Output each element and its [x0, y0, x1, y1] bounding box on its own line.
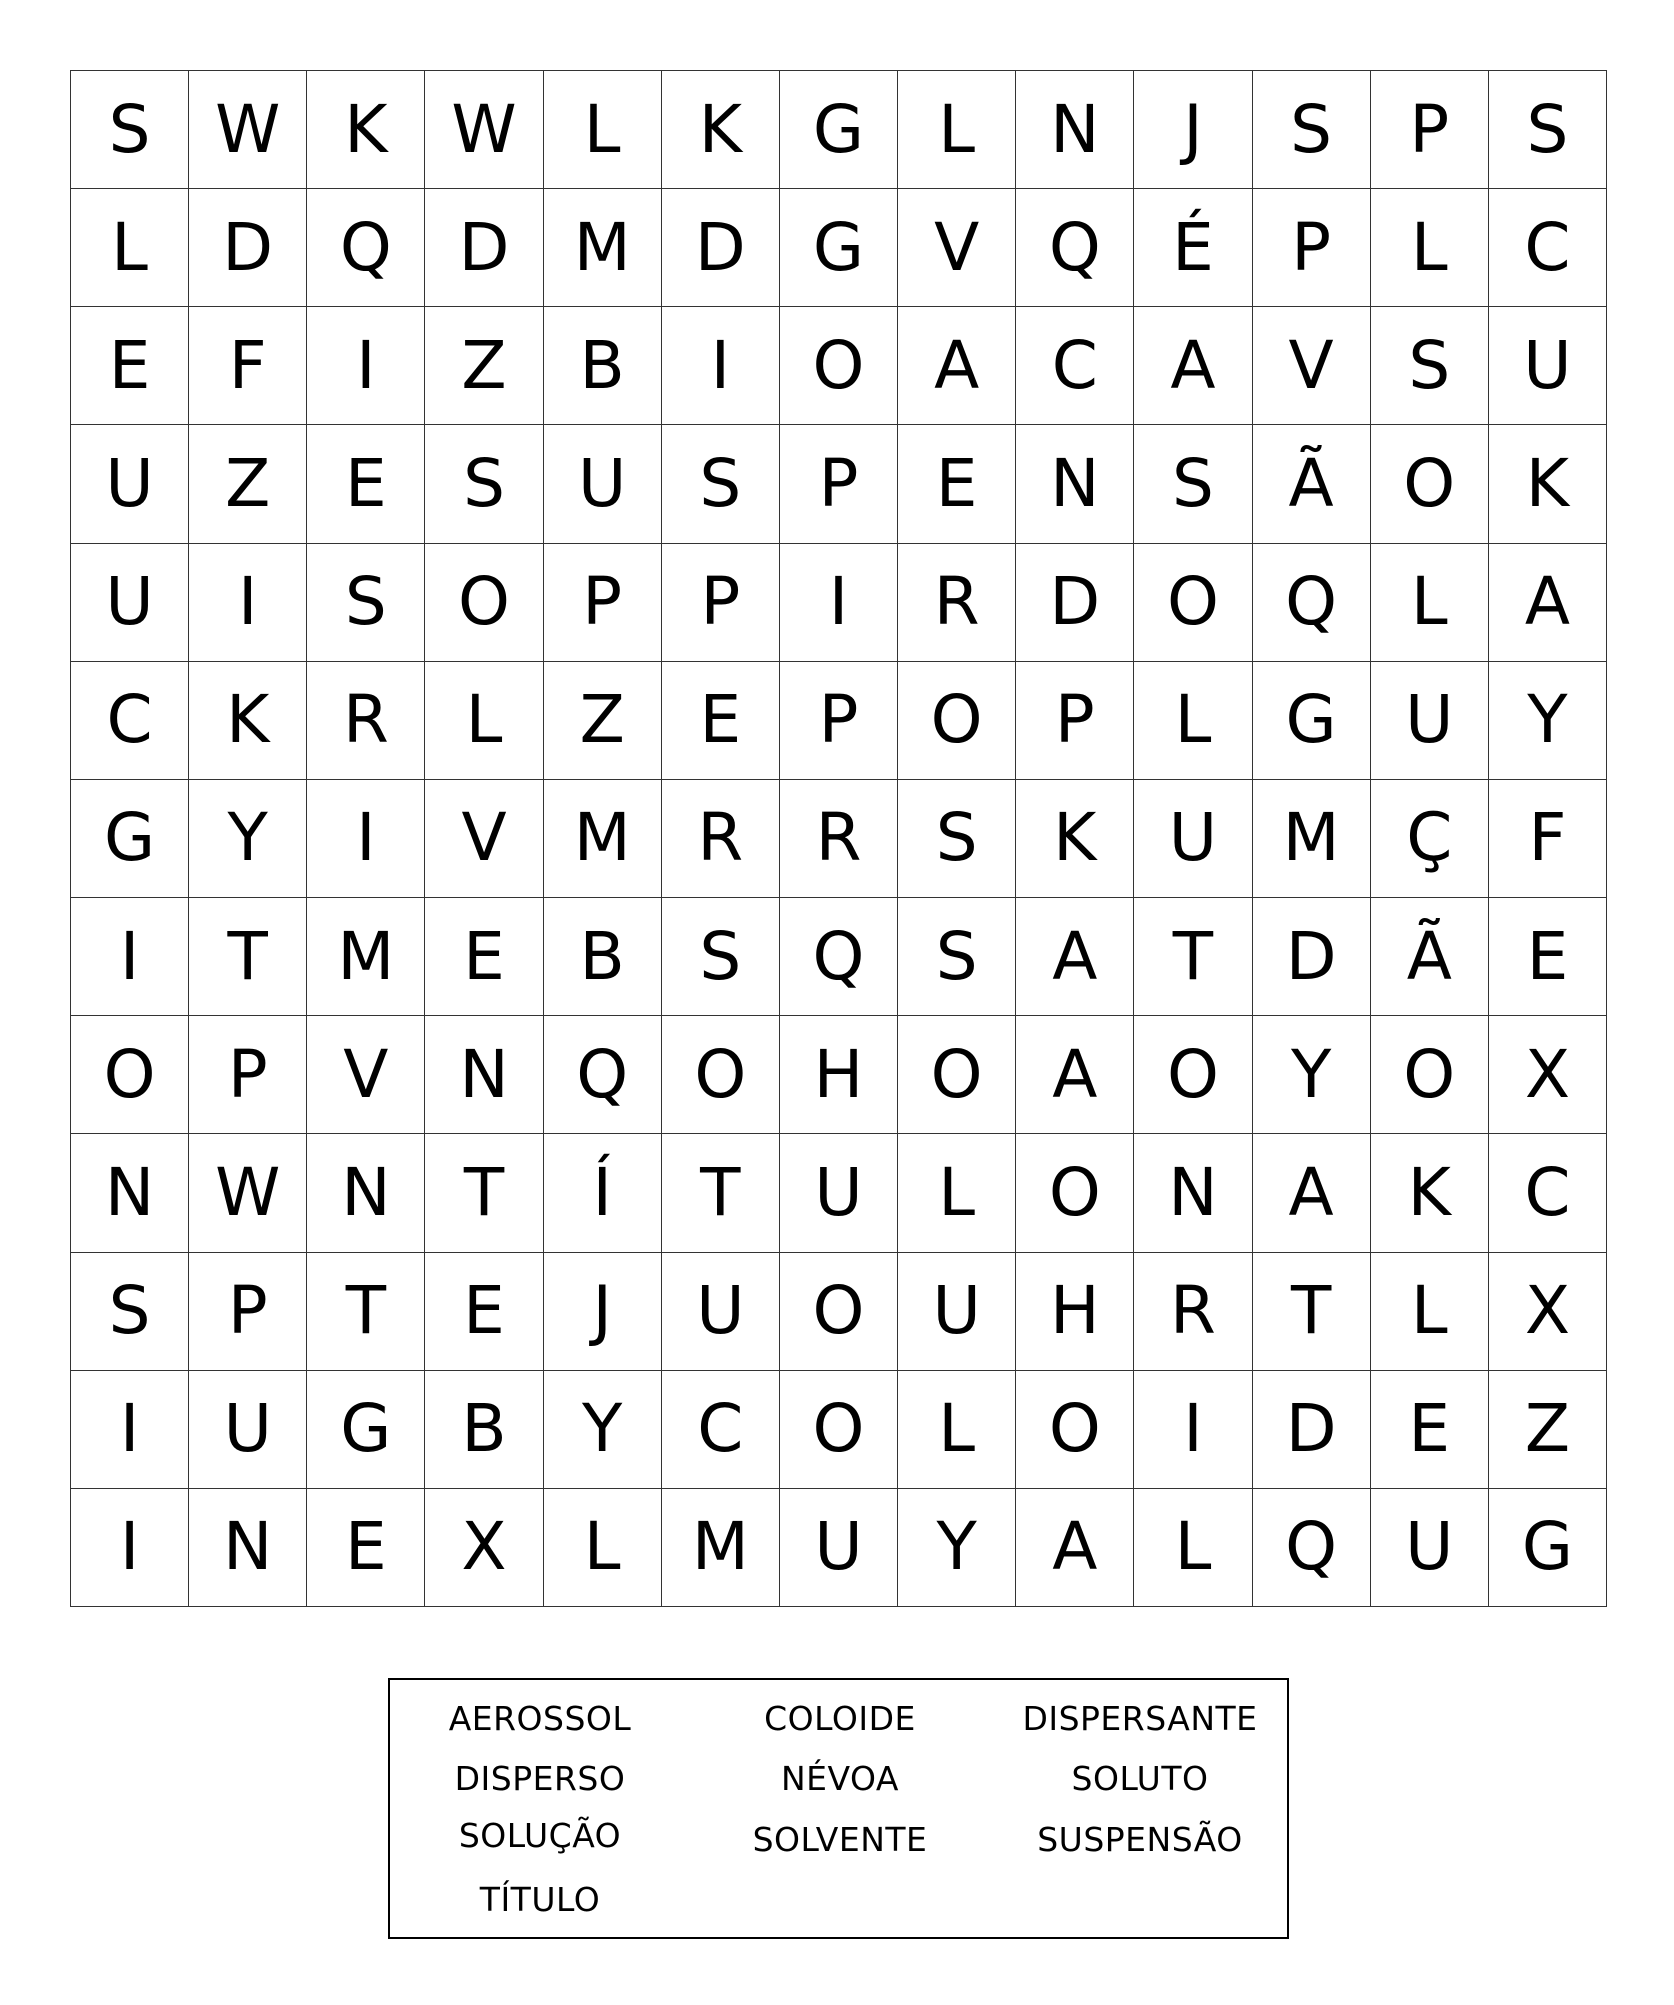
- grid-cell: D: [1253, 898, 1371, 1016]
- grid-cell: E: [307, 1489, 425, 1607]
- grid-cell: O: [1134, 1016, 1252, 1134]
- grid-cell: O: [780, 307, 898, 425]
- grid-cell: N: [71, 1134, 189, 1252]
- grid-cell: K: [307, 71, 425, 189]
- grid-cell: S: [1489, 71, 1607, 189]
- grid-cell: O: [1134, 544, 1252, 662]
- grid-cell: X: [1489, 1016, 1607, 1134]
- grid-cell: S: [662, 898, 780, 1016]
- grid-cell: M: [544, 780, 662, 898]
- grid-cell: L: [544, 71, 662, 189]
- grid-cell: P: [780, 425, 898, 543]
- grid-cell: V: [898, 189, 1016, 307]
- grid-cell: N: [1134, 1134, 1252, 1252]
- grid-cell: J: [1134, 71, 1252, 189]
- grid-cell: K: [1016, 780, 1134, 898]
- grid-cell: Q: [544, 1016, 662, 1134]
- grid-cell: I: [307, 780, 425, 898]
- grid-cell: L: [1371, 189, 1489, 307]
- grid-cell: T: [307, 1253, 425, 1371]
- grid-cell: E: [898, 425, 1016, 543]
- grid-cell: L: [898, 1134, 1016, 1252]
- grid-cell: C: [1489, 189, 1607, 307]
- grid-cell: G: [780, 71, 898, 189]
- grid-cell: Q: [307, 189, 425, 307]
- grid-cell: S: [307, 544, 425, 662]
- grid-cell: Z: [425, 307, 543, 425]
- grid-cell: N: [425, 1016, 543, 1134]
- grid-cell: Y: [1489, 662, 1607, 780]
- grid-cell: B: [425, 1371, 543, 1489]
- grid-cell: P: [1253, 189, 1371, 307]
- grid-cell: Y: [898, 1489, 1016, 1607]
- grid-cell: P: [1016, 662, 1134, 780]
- grid-cell: Z: [189, 425, 307, 543]
- grid-cell: H: [1016, 1253, 1134, 1371]
- grid-cell: P: [1371, 71, 1489, 189]
- grid-cell: Ç: [1371, 780, 1489, 898]
- grid-cell: F: [189, 307, 307, 425]
- grid-cell: I: [71, 898, 189, 1016]
- grid-cell: U: [544, 425, 662, 543]
- grid-cell: K: [662, 71, 780, 189]
- grid-cell: Y: [189, 780, 307, 898]
- grid-cell: E: [425, 1253, 543, 1371]
- grid-cell: K: [189, 662, 307, 780]
- grid-cell: A: [1489, 544, 1607, 662]
- grid-cell: G: [780, 189, 898, 307]
- grid-cell: R: [1134, 1253, 1252, 1371]
- grid-cell: I: [71, 1371, 189, 1489]
- grid-cell: D: [662, 189, 780, 307]
- grid-cell: Í: [544, 1134, 662, 1252]
- grid-cell: A: [1016, 898, 1134, 1016]
- grid-cell: T: [1134, 898, 1252, 1016]
- grid-cell: C: [662, 1371, 780, 1489]
- grid-cell: T: [662, 1134, 780, 1252]
- grid-cell: P: [189, 1253, 307, 1371]
- grid-cell: U: [1371, 1489, 1489, 1607]
- grid-cell: N: [1016, 71, 1134, 189]
- grid-cell: O: [71, 1016, 189, 1134]
- grid-cell: T: [189, 898, 307, 1016]
- grid-cell: U: [1134, 780, 1252, 898]
- grid-cell: E: [662, 662, 780, 780]
- grid-cell: Q: [1016, 189, 1134, 307]
- grid-cell: S: [71, 71, 189, 189]
- grid-cell: Ã: [1371, 898, 1489, 1016]
- grid-cell: J: [544, 1253, 662, 1371]
- grid-cell: O: [780, 1371, 898, 1489]
- grid-cell: O: [425, 544, 543, 662]
- word-list-item: SOLUTO: [1071, 1759, 1209, 1798]
- grid-cell: S: [662, 425, 780, 543]
- grid-cell: A: [1253, 1134, 1371, 1252]
- grid-cell: G: [71, 780, 189, 898]
- grid-cell: Z: [1489, 1371, 1607, 1489]
- grid-cell: Y: [1253, 1016, 1371, 1134]
- grid-cell: U: [780, 1134, 898, 1252]
- grid-cell: R: [898, 544, 1016, 662]
- grid-cell: Y: [544, 1371, 662, 1489]
- grid-cell: A: [1134, 307, 1252, 425]
- grid-cell: U: [662, 1253, 780, 1371]
- grid-cell: D: [1253, 1371, 1371, 1489]
- grid-cell: Q: [780, 898, 898, 1016]
- grid-cell: M: [662, 1489, 780, 1607]
- grid-cell: W: [425, 71, 543, 189]
- grid-cell: L: [898, 1371, 1016, 1489]
- grid-cell: E: [71, 307, 189, 425]
- grid-cell: P: [780, 662, 898, 780]
- grid-cell: M: [544, 189, 662, 307]
- grid-cell: W: [189, 1134, 307, 1252]
- grid-cell: O: [1016, 1134, 1134, 1252]
- grid-cell: G: [1253, 662, 1371, 780]
- grid-cell: I: [189, 544, 307, 662]
- grid-cell: M: [1253, 780, 1371, 898]
- grid-cell: D: [1016, 544, 1134, 662]
- word-list-item: COLOIDE: [764, 1699, 916, 1738]
- grid-cell: A: [1016, 1489, 1134, 1607]
- grid-cell: X: [1489, 1253, 1607, 1371]
- grid-cell: V: [307, 1016, 425, 1134]
- grid-cell: R: [780, 780, 898, 898]
- grid-cell: O: [1371, 425, 1489, 543]
- grid-cell: N: [307, 1134, 425, 1252]
- grid-cell: N: [189, 1489, 307, 1607]
- grid-cell: Z: [544, 662, 662, 780]
- word-list-item: AEROSSOL: [448, 1699, 632, 1738]
- grid-cell: U: [898, 1253, 1016, 1371]
- word-list-item: DISPERSO: [454, 1759, 626, 1798]
- grid-cell: E: [425, 898, 543, 1016]
- grid-cell: A: [898, 307, 1016, 425]
- grid-cell: H: [780, 1016, 898, 1134]
- grid-cell: L: [1371, 544, 1489, 662]
- grid-cell: G: [1489, 1489, 1607, 1607]
- grid-cell: E: [1371, 1371, 1489, 1489]
- grid-cell: I: [780, 544, 898, 662]
- grid-cell: Q: [1253, 1489, 1371, 1607]
- grid-cell: B: [544, 898, 662, 1016]
- grid-cell: S: [898, 780, 1016, 898]
- word-list-item: SOLVENTE: [752, 1820, 928, 1859]
- grid-cell: S: [1371, 307, 1489, 425]
- grid-cell: V: [425, 780, 543, 898]
- grid-cell: S: [898, 898, 1016, 1016]
- grid-cell: K: [1371, 1134, 1489, 1252]
- grid-cell: O: [780, 1253, 898, 1371]
- grid-cell: U: [780, 1489, 898, 1607]
- grid-cell: N: [1016, 425, 1134, 543]
- grid-cell: U: [1489, 307, 1607, 425]
- grid-cell: D: [425, 189, 543, 307]
- grid-cell: R: [307, 662, 425, 780]
- grid-cell: W: [189, 71, 307, 189]
- grid-cell: L: [71, 189, 189, 307]
- grid-cell: I: [1134, 1371, 1252, 1489]
- word-list-item: SUSPENSÃO: [1037, 1820, 1243, 1859]
- grid-cell: M: [307, 898, 425, 1016]
- grid-cell: V: [1253, 307, 1371, 425]
- grid-cell: C: [71, 662, 189, 780]
- grid-cell: T: [1253, 1253, 1371, 1371]
- grid-cell: U: [189, 1371, 307, 1489]
- grid-cell: L: [1134, 1489, 1252, 1607]
- grid-cell: S: [71, 1253, 189, 1371]
- word-list-item: NÉVOA: [781, 1759, 899, 1798]
- grid-cell: U: [1371, 662, 1489, 780]
- grid-cell: L: [425, 662, 543, 780]
- word-list: [388, 1678, 1289, 1939]
- grid-cell: I: [307, 307, 425, 425]
- grid-cell: D: [189, 189, 307, 307]
- grid-cell: E: [1489, 898, 1607, 1016]
- grid-cell: L: [544, 1489, 662, 1607]
- grid-cell: É: [1134, 189, 1252, 307]
- grid-cell: O: [898, 662, 1016, 780]
- grid-cell: P: [544, 544, 662, 662]
- grid-cell: E: [307, 425, 425, 543]
- letter-grid: [70, 70, 1607, 1607]
- grid-cell: U: [71, 425, 189, 543]
- grid-cell: T: [425, 1134, 543, 1252]
- grid-cell: Q: [1253, 544, 1371, 662]
- grid-cell: X: [425, 1489, 543, 1607]
- grid-cell: O: [898, 1016, 1016, 1134]
- grid-cell: O: [1371, 1016, 1489, 1134]
- grid-cell: A: [1016, 1016, 1134, 1134]
- grid-cell: C: [1016, 307, 1134, 425]
- grid-cell: S: [1134, 425, 1252, 543]
- grid-cell: R: [662, 780, 780, 898]
- grid-cell: P: [662, 544, 780, 662]
- grid-cell: O: [662, 1016, 780, 1134]
- grid-cell: I: [71, 1489, 189, 1607]
- grid-cell: L: [898, 71, 1016, 189]
- grid-cell: S: [425, 425, 543, 543]
- word-list-item: DISPERSANTE: [1022, 1699, 1258, 1738]
- grid-cell: K: [1489, 425, 1607, 543]
- grid-cell: B: [544, 307, 662, 425]
- grid-cell: L: [1134, 662, 1252, 780]
- grid-cell: I: [662, 307, 780, 425]
- grid-cell: G: [307, 1371, 425, 1489]
- grid-cell: P: [189, 1016, 307, 1134]
- grid-cell: Ã: [1253, 425, 1371, 543]
- grid-cell: U: [71, 544, 189, 662]
- grid-cell: C: [1489, 1134, 1607, 1252]
- word-list-item: SOLUÇÃO: [458, 1816, 622, 1855]
- grid-cell: L: [1371, 1253, 1489, 1371]
- word-list-item: TÍTULO: [479, 1880, 601, 1919]
- grid-cell: S: [1253, 71, 1371, 189]
- grid-cell: O: [1016, 1371, 1134, 1489]
- grid-cell: F: [1489, 780, 1607, 898]
